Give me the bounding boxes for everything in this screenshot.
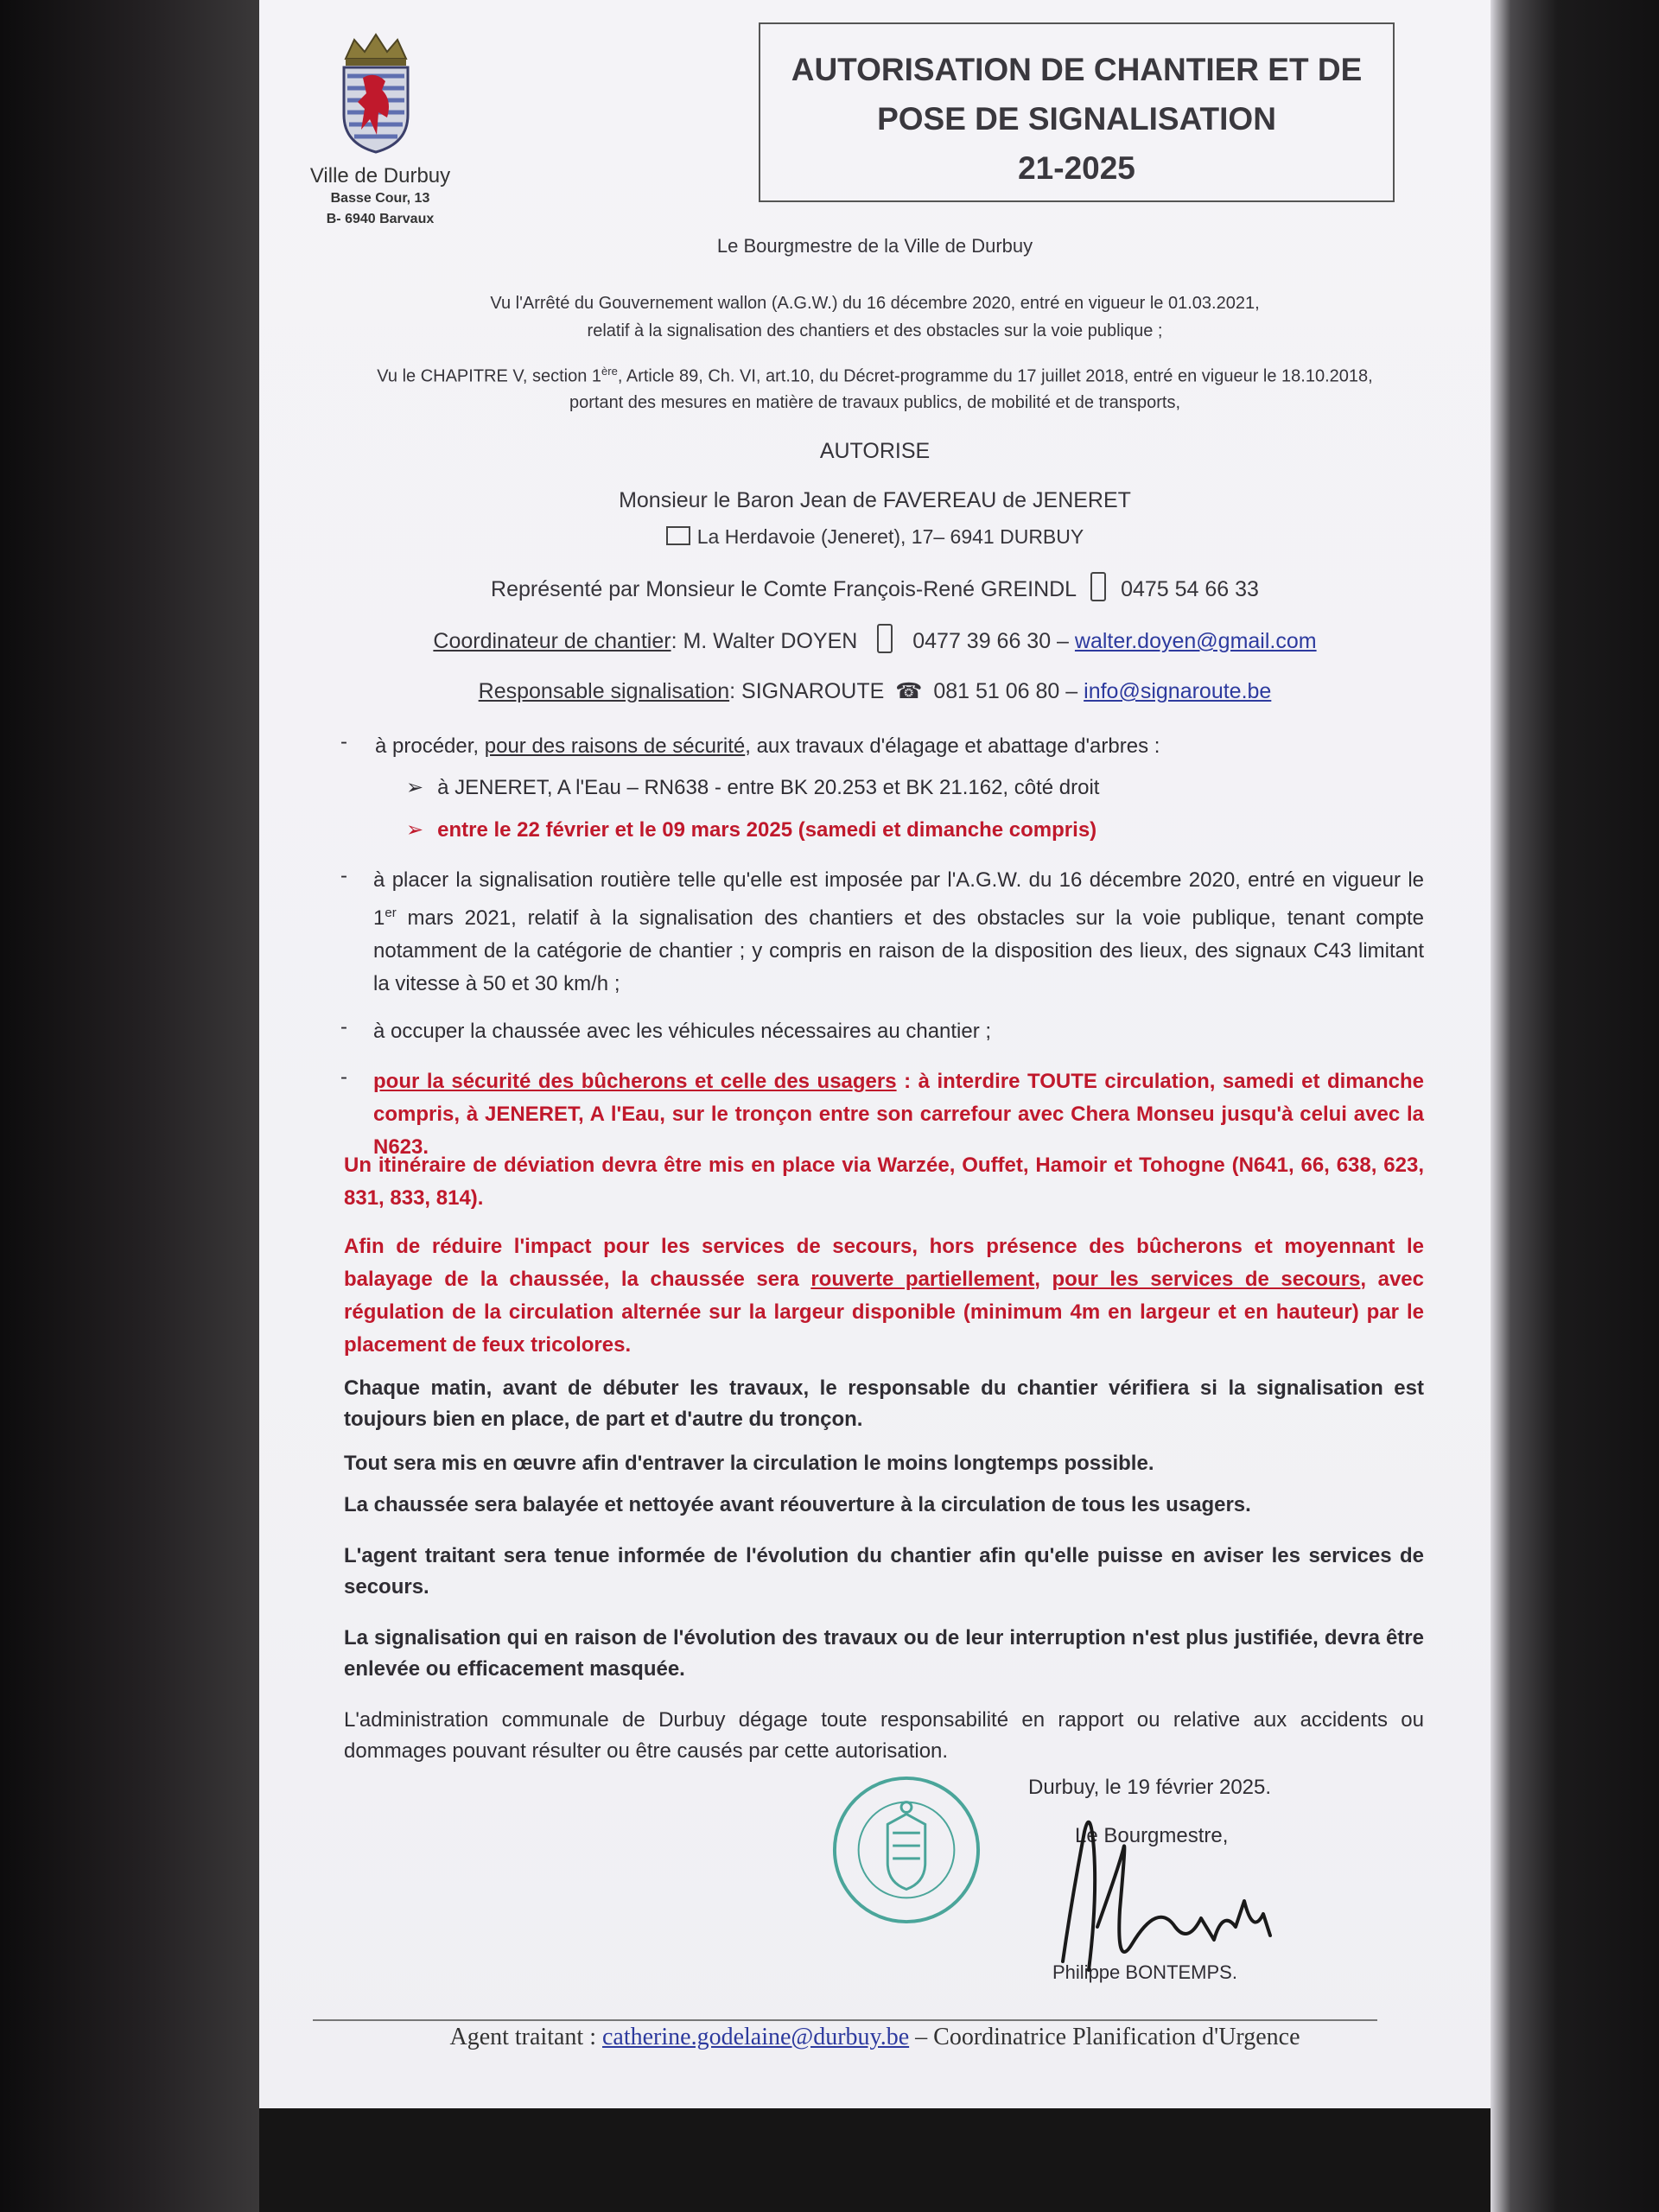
removal-paragraph: La signalisation qui en raison de l'évolution des travaux ou de leur interruption n'est plus justifiée, devra être enlevée ou efficacement masquée.	[344, 1626, 1424, 1681]
secours-text-b: , avec régulation de la circulation alternée sur la largeur disponible (minimum 4m en largeur et en hauteur) par le placement de feux tricolores.	[344, 1268, 1424, 1357]
signage-phone: 081 51 06 80 –	[933, 679, 1078, 703]
secours-underlined-1: rouverte partiellement	[810, 1268, 1035, 1291]
background-frame-left	[0, 0, 259, 2212]
coordinator-name: : M. Walter DOYEN	[671, 629, 858, 653]
item-1-location-text: à JENERET, A l'Eau – RN638 - entre BK 20.253 et BK 21.162, côté droit	[437, 776, 1100, 799]
telephone-icon: ☎	[895, 679, 923, 703]
item-2-text-a: à placer la signalisation routière telle qu'elle est imposée par l'A.G.W. du 16 décembre 2020, entré en vigueur le 1	[373, 868, 1424, 930]
represented-phone: 0475 54 66 33	[1121, 577, 1259, 601]
signage-label: Responsable signalisation	[478, 679, 730, 703]
durbuy-crest-logo	[337, 33, 415, 154]
autorise-heading: AUTORISE	[819, 439, 931, 463]
cleaning-paragraph: La chaussée sera balayée et nettoyée avant réouverture à la circulation de tous les usagers.	[344, 1493, 1251, 1516]
title-line-3: 21-2025	[1018, 150, 1135, 186]
signatory-role: Le Bourgmestre,	[1075, 1824, 1229, 1847]
document-sheet	[259, 0, 1491, 2108]
arrow-bullet-icon: ➢	[406, 818, 424, 842]
bullet-dash: -	[340, 730, 347, 753]
coordinator-label: Coordinateur de chantier	[433, 629, 671, 653]
background-frame-bottom	[259, 2108, 1491, 2212]
footer-rule	[313, 2019, 1377, 2021]
footer-role: – Coordinatrice Planification d'Urgence	[909, 2024, 1300, 2050]
represented-line	[259, 572, 1491, 602]
title-line-1: AUTORISATION DE CHANTIER ET DE	[791, 52, 1363, 87]
item-2	[373, 864, 1424, 1001]
mailbox-icon	[666, 526, 690, 545]
arrow-bullet-icon: ➢	[406, 776, 424, 799]
vu2-line2: portant des mesures en matière de travaux publics, de mobilité et de transports,	[569, 393, 1181, 412]
vu2-superscript: ère	[601, 365, 618, 378]
bullet-dash: -	[340, 1065, 347, 1089]
vu2-text-a: Vu le CHAPITRE V, section 1	[377, 366, 602, 386]
vu2-line1	[259, 365, 1491, 387]
item-3: à occuper la chaussée avec les véhicules nécessaires au chantier ;	[373, 1020, 992, 1043]
coordinator-email-link[interactable]: walter.doyen@gmail.com	[1074, 629, 1317, 653]
item-1-underlined: pour des raisons de sécurité	[484, 734, 746, 758]
background-frame-right	[1491, 0, 1659, 2212]
coordinator-phone: 0477 39 66 30 –	[912, 629, 1069, 653]
deviation-paragraph: Un itinéraire de déviation devra être mis en place via Warzée, Ouffet, Hamoir et Tohogne (N641, 66, 638, 623, 831, 833, 814).	[344, 1154, 1424, 1210]
phone-icon	[877, 624, 893, 653]
title-line-2: POSE DE SIGNALISATION	[877, 101, 1276, 137]
footer-email-link[interactable]: catherine.godelaine@durbuy.be	[601, 2024, 910, 2050]
bullet-dash: -	[340, 1015, 347, 1039]
signage-name: : SIGNAROUTE	[729, 679, 885, 703]
item-2-text-b: mars 2021, relatif à la signalisation des chantiers et des obstacles sur la voie publique, tenant compte notamment de la catégorie de chantier ; y compris en raison de la disposition des lieux, des signaux C43 limitant la vitesse à 50 et 30 km/h ;	[373, 906, 1424, 995]
commune-stamp	[830, 1773, 983, 1927]
phone-icon	[1090, 572, 1106, 601]
address-line-2: B- 6940 Barvaux	[326, 212, 435, 226]
item-1-text-a: à procéder,	[375, 734, 485, 758]
beneficiary-name: Monsieur le Baron Jean de FAVEREAU de JENERET	[619, 488, 1131, 512]
item-2-superscript: er	[385, 906, 397, 920]
secours-separator: ,	[1034, 1268, 1052, 1291]
item-1-location	[406, 772, 1391, 804]
signage-line	[259, 678, 1491, 704]
issuer: Le Bourgmestre de la Ville de Durbuy	[716, 235, 1033, 257]
agent-info-paragraph: L'agent traitant sera tenue informée de l'évolution du chantier afin qu'elle puisse en aviser les services de secours.	[344, 1544, 1424, 1599]
bullet-dash: -	[340, 864, 347, 887]
morning-check-paragraph: Chaque matin, avant de débuter les travaux, le responsable du chantier vérifiera si la signalisation est toujours bien en place, de part et d'autre du tronçon.	[344, 1376, 1424, 1431]
represented-by: Représenté par Monsieur le Comte François-René GREINDL	[491, 577, 1077, 601]
signage-email-link[interactable]: info@signaroute.be	[1084, 679, 1272, 703]
vu1-line1: Vu l'Arrêté du Gouvernement wallon (A.G.W.) du 16 décembre 2020, entré en vigueur le 01.03.2021,	[490, 294, 1260, 313]
beneficiary-address: La Herdavoie (Jeneret), 17– 6941 DURBUY	[696, 525, 1084, 548]
commune-name: Ville de Durbuy	[309, 164, 451, 188]
item-1	[375, 730, 1412, 763]
item-1-dates	[406, 814, 1391, 847]
secours-underlined-2: pour les services de secours	[1052, 1268, 1361, 1291]
coordinator-line	[259, 624, 1491, 654]
footer-label: Agent traitant :	[449, 2024, 602, 2050]
title-box	[759, 22, 1395, 202]
minimal-disruption-paragraph: Tout sera mis en œuvre afin d'entraver la circulation le moins longtemps possible.	[344, 1452, 1154, 1475]
vu2-text-b: , Article 89, Ch. VI, art.10, du Décret-programme du 17 juillet 2018, entré en vigueur le 18.10.2018,	[617, 366, 1373, 386]
vu1-line2: relatif à la signalisation des chantiers et des obstacles sur la voie publique ;	[587, 321, 1163, 340]
place-date: Durbuy, le 19 février 2025.	[1028, 1776, 1272, 1799]
item-4-text: : à interdire TOUTE circulation, samedi et dimanche compris, à JENERET, A l'Eau, sur le tronçon entre son carrefour avec Chera Monseu jusqu'à celui avec la N623.	[373, 1070, 1424, 1159]
secours-paragraph	[344, 1230, 1424, 1362]
secours-text-a: Afin de réduire l'impact pour les services de secours, hors présence des bûcherons et moyennant le balayage de la chaussée, la chaussée sera	[344, 1235, 1424, 1291]
signatory-name: Philippe BONTEMPS.	[1052, 1961, 1237, 1983]
item-1-text-b: , aux travaux d'élagage et abattage d'arbres :	[745, 734, 1160, 758]
handwritten-signature	[1037, 1797, 1322, 1987]
commune-block	[294, 164, 467, 230]
address-line-1: Basse Cour, 13	[330, 191, 430, 206]
footer-line	[259, 2024, 1491, 2051]
item-1-dates-text: entre le 22 février et le 09 mars 2025 (samedi et dimanche compris)	[437, 818, 1097, 842]
beneficiary-address-line	[259, 525, 1491, 549]
item-4-underlined: pour la sécurité des bûcherons et celle des usagers	[373, 1070, 897, 1093]
liability-paragraph: L'administration communale de Durbuy dégage toute responsabilité en rapport ou relative aux accidents ou dommages pouvant résulter ou être causés par cette autorisation.	[344, 1708, 1424, 1763]
